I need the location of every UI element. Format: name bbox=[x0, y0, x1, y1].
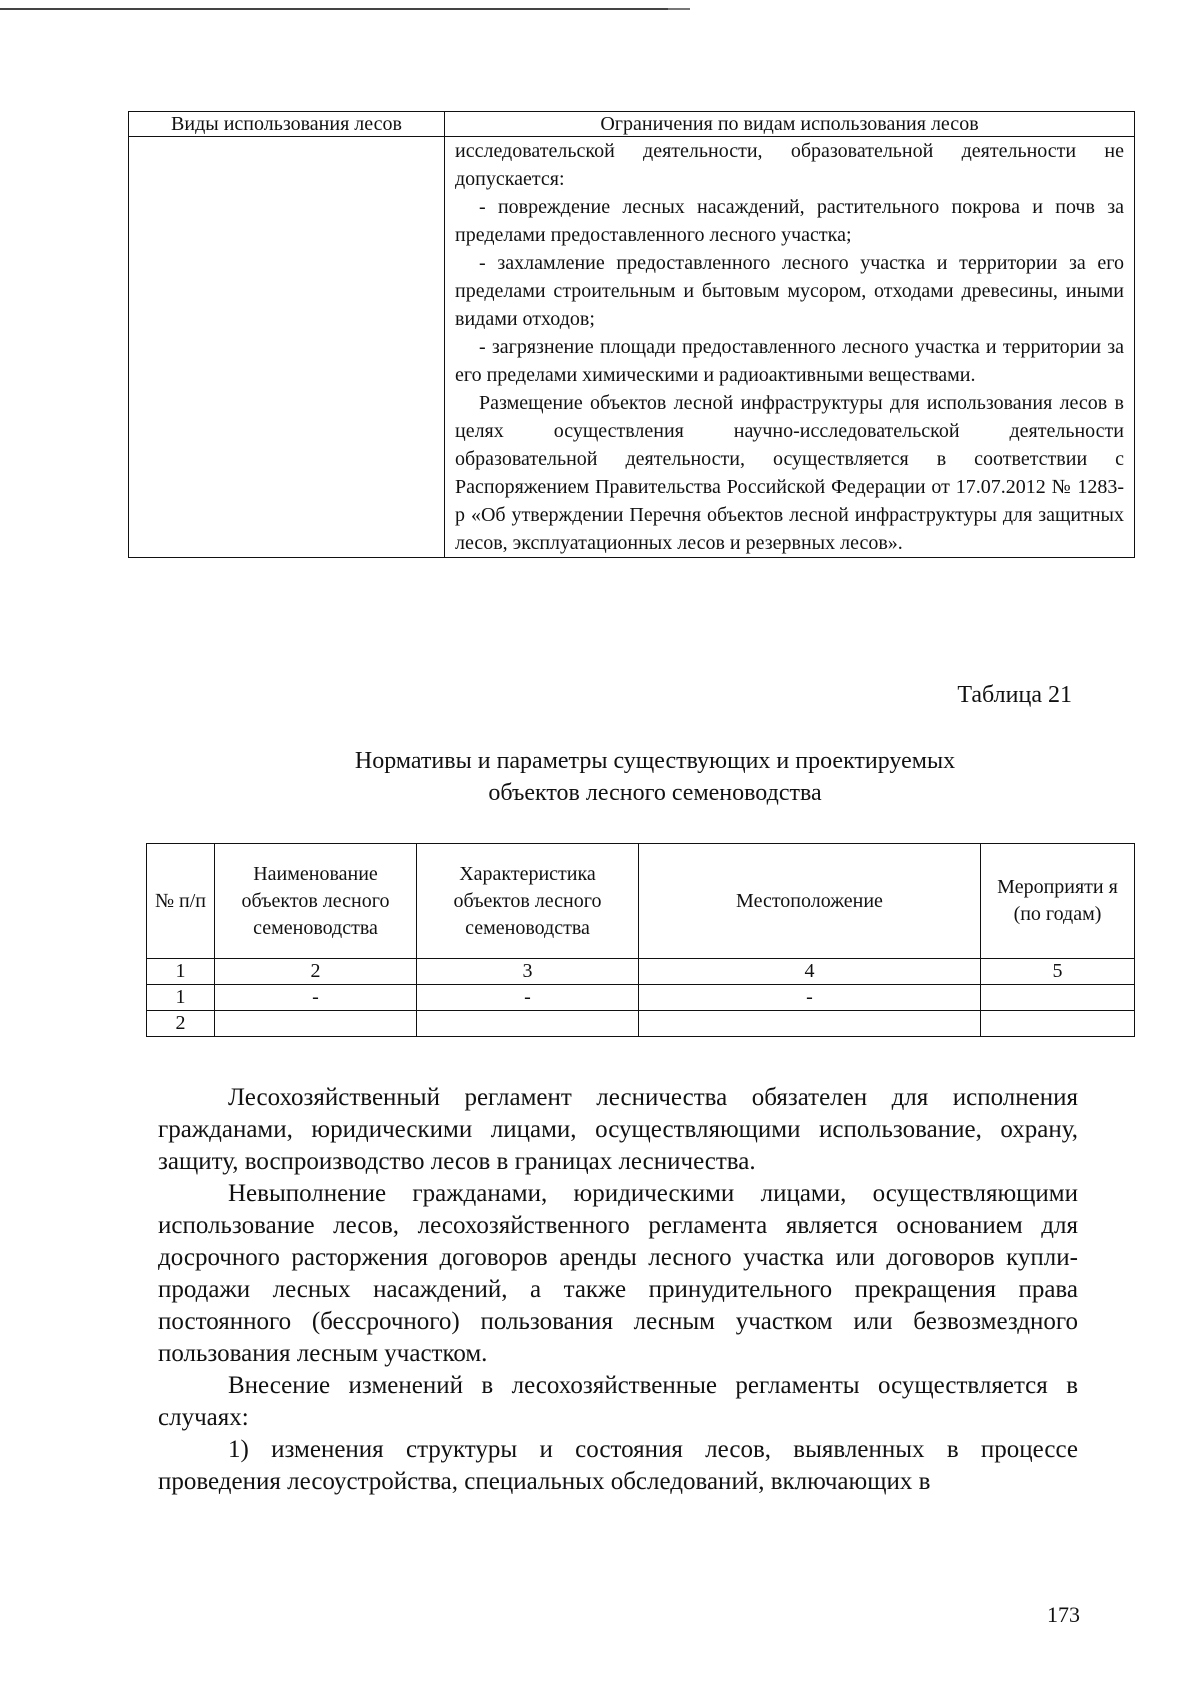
table-title-line: объектов лесного семеноводства bbox=[488, 780, 822, 806]
table-cell: 5 bbox=[981, 959, 1135, 985]
body-paragraph: Лесохозяйственный регламент лесничества обязателен для исполнения гражданами, юридическими лицами, осуществляющими использование, охрану, защиту, воспроизводство лесов в границах лесничества. bbox=[158, 1084, 1078, 1175]
restrictions-cell bbox=[445, 137, 1135, 558]
table-row bbox=[147, 1011, 1135, 1037]
page-number: 173 bbox=[1047, 1602, 1080, 1627]
restrictions-table-header-row bbox=[129, 112, 1135, 137]
seed-objects-table bbox=[146, 843, 1135, 1037]
restrictions-table bbox=[128, 111, 1135, 558]
restrictions-table-row bbox=[129, 137, 1135, 558]
table-cell: 1 bbox=[147, 959, 215, 985]
restriction-paragraph: Размещение объектов лесной инфраструктуры для использования лесов в целях осуществления научно-исследовательской деятельности образовательной деятельности, осуществляется в соответствии с Распоряжением Правительства Российской Федерации от 17.07.2012 № 1283-р «Об утверждении Перечня объектов лесной инфраструктуры для защитных лесов, эксплуатационных лесов и резервных лесов». bbox=[455, 392, 1124, 554]
table-title-line: Нормативы и параметры существующих и проектируемых bbox=[354, 748, 956, 774]
table-row bbox=[147, 985, 1135, 1011]
body-paragraph: Внесение изменений в лесохозяйственные регламенты осуществляется в случаях: bbox=[158, 1372, 1078, 1431]
table-cell: 2 bbox=[215, 959, 417, 985]
table-cell: 3 bbox=[417, 959, 639, 985]
header-forest-use-types: Виды использования лесов bbox=[129, 112, 445, 137]
header-object-name: Наименование объектов лесного семеноводства bbox=[215, 844, 417, 959]
header-location: Местоположение bbox=[639, 844, 981, 959]
table-cell bbox=[981, 1011, 1135, 1037]
header-activities: Мероприяти я (по годам) bbox=[981, 844, 1135, 959]
table-cell bbox=[981, 985, 1135, 1011]
restriction-paragraph: - повреждение лесных насаждений, растительного покрова и почв за пределами предоставленного лесного участка; bbox=[455, 196, 1124, 246]
table-title bbox=[0, 745, 1200, 809]
table-cell: - bbox=[215, 985, 417, 1011]
table-cell: 1 bbox=[147, 985, 215, 1011]
table-cell: 2 bbox=[147, 1011, 215, 1037]
scan-artifact-line bbox=[0, 8, 690, 10]
seed-table-header-row bbox=[147, 844, 1135, 959]
body-text bbox=[158, 1082, 1078, 1498]
table-cell: - bbox=[639, 985, 981, 1011]
table-cell: - bbox=[417, 985, 639, 1011]
header-object-characteristics: Характеристика объектов лесного семеноводства bbox=[417, 844, 639, 959]
table-cell: 4 bbox=[639, 959, 981, 985]
table-cell bbox=[215, 1011, 417, 1037]
table-cell bbox=[639, 1011, 981, 1037]
header-restrictions: Ограничения по видам использования лесов bbox=[445, 112, 1135, 137]
restriction-paragraph: исследовательской деятельности, образовательной деятельности не допускается: bbox=[455, 140, 1124, 190]
forest-use-type-cell bbox=[129, 137, 445, 558]
header-number: № п/п bbox=[147, 844, 215, 959]
body-paragraph: Невыполнение гражданами, юридическими лицами, осуществляющими использование лесов, лесохозяйственного регламента является основанием для досрочного расторжения договоров аренды лесного участка или договоров купли-продажи лесных насаждений, а также принудительного прекращения права постоянного (бессрочного) пользования лесным участком или безвозмездного пользования лесным участком. bbox=[158, 1180, 1078, 1367]
table-row bbox=[147, 959, 1135, 985]
table-cell bbox=[417, 1011, 639, 1037]
table-caption: Таблица 21 bbox=[957, 682, 1072, 708]
restriction-paragraph: - захламление предоставленного лесного участка и территории за его пределами строительным и бытовым мусором, отходами древесины, иными видами отходов; bbox=[455, 252, 1124, 330]
scan-artifact-line bbox=[668, 8, 690, 10]
body-paragraph: 1) изменения структуры и состояния лесов, выявленных в процессе проведения лесоустройства, специальных обследований, включающих в bbox=[158, 1436, 1078, 1495]
restriction-paragraph: - загрязнение площади предоставленного лесного участка и территории за его пределами химическими и радиоактивными веществами. bbox=[455, 336, 1124, 386]
